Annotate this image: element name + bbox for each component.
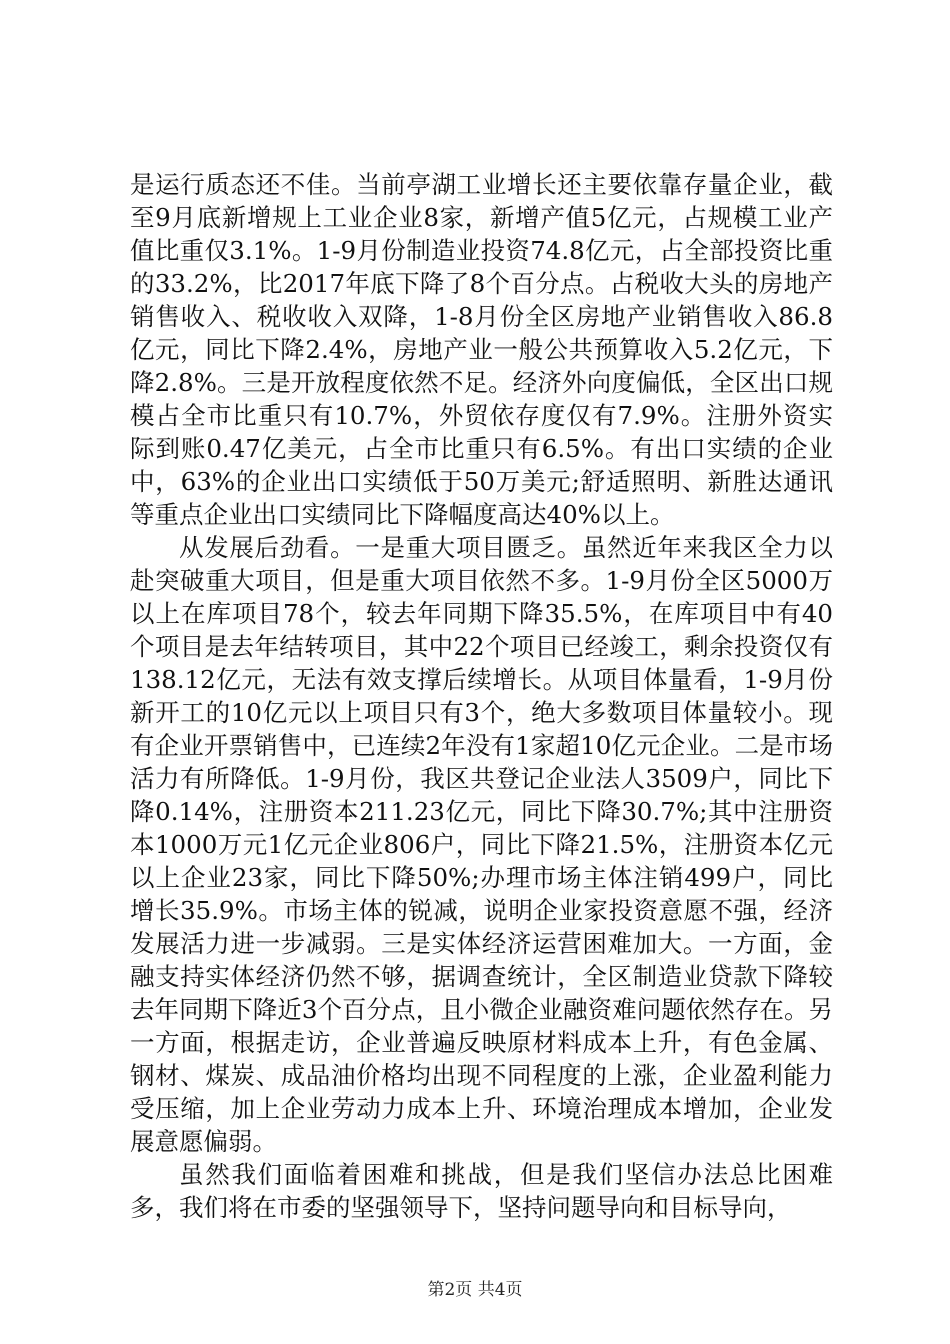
paragraph-continuation: 是运行质态还不佳。当前亭湖工业增长还主要依靠存量企业，截至9月底新增规上工业企业8家，新增产值5亿元，占规模工业产值比重仅3.1%。1-9月份制造业投资74.8亿元，占全部投资比重的33.2%，比2017年底下降了8个百分点。占税收大头的房地产销售收入、税收收入双降，1-8月份全区房地产业销售收入86.8亿元，同比下降2.4%，房地产业一般公共预算收入5.2亿元，下降2.8%。三是开放程度依然不足。经济外向度偏低，全区出口规模占全市比重只有10.7%，外贸依存度仅有7.9%。注册外资实际到账0.47亿美元，占全市比重只有6.5%。有出口实绩的企业中，63%的企业出口实绩低于50万美元;舒适照明、新胜达通讯等重点企业出口实绩同比下降幅度高达40%以上。 <box>130 170 833 529</box>
page-footer: 第2页 共4页 <box>427 1280 523 1300</box>
paragraph-challenges: 虽然我们面临着困难和挑战，但是我们坚信办法总比困难多，我们将在市委的坚强领导下，坚持问题导向和目标导向， <box>130 1160 833 1222</box>
paragraph-development-momentum: 从发展后劲看。一是重大项目匮乏。虽然近年来我区全力以赴突破重大项目，但是重大项目依然不多。1-9月份全区5000万以上在库项目78个，较去年同期下降35.5%，在库项目中有40个项目是去年结转项目，其中22个项目已经竣工，剩余投资仅有138.12亿元，无法有效支撑后续增长。从项目体量看，1-9月份新开工的10亿元以上项目只有3个，绝大多数项目体量较小。现有企业开票销售中，已连续2年没有1家超10亿元企业。二是市场活力有所降低。1-9月份，我区共登记企业法人3509户，同比下降0.14%，注册资本211.23亿元，同比下降30.7%;其中注册资本1000万元1亿元企业806户，同比下降21.5%，注册资本亿元以上企业23家，同比下降50%;办理市场主体注销499户，同比增长35.9%。市场主体的锐减，说明企业家投资意愿不强，经济发展活力进一步减弱。三是实体经济运营困难加大。一方面，金融支持实体经济仍然不够，据调查统计，全区制造业贷款下降较去年同期下降近3个百分点，且小微企业融资难问题依然存在。另一方面，根据走访，企业普遍反映原材料成本上升，有色金属、钢材、煤炭、成品油价格均出现不同程度的上涨，企业盈利能力受压缩，加上企业劳动力成本上升、环境治理成本增加，企业发展意愿偏弱。 <box>130 533 833 1156</box>
document-body <box>130 168 833 1224</box>
